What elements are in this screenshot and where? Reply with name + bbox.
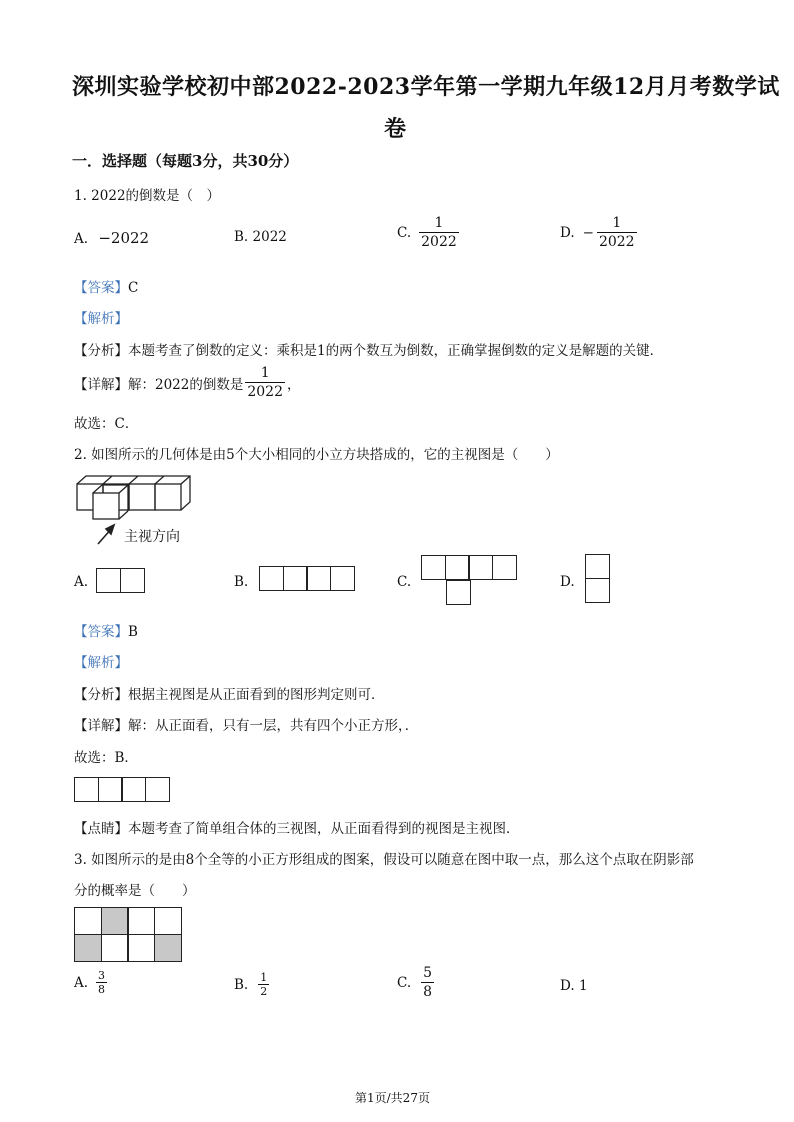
fraction — [421, 966, 434, 999]
shaded-square — [154, 934, 182, 962]
fenxi-text: 本题考查了倒数的定义：乘积是1的两个数互为倒数，正确掌握倒数的定义是解题的关键． — [128, 343, 664, 359]
square — [98, 777, 123, 802]
q2-option-b-label: B. — [234, 574, 249, 590]
detail-tag: 【详解】 — [74, 718, 128, 734]
square — [283, 566, 308, 591]
square — [585, 554, 610, 579]
square — [259, 566, 284, 591]
q1-option-c — [397, 216, 459, 249]
q2-solid-figure — [72, 472, 212, 552]
q2-answer — [74, 620, 138, 640]
answer-value: B — [128, 624, 138, 640]
square — [585, 578, 610, 603]
section-heading: 一．选择题（每题3分，共30分） — [72, 152, 299, 170]
grid-row — [74, 934, 181, 962]
q1-option-a — [74, 229, 149, 247]
numerator: 1 — [260, 971, 268, 984]
page-title-continued: 卷 — [384, 116, 407, 142]
q2-option-a-figure — [96, 568, 143, 593]
square — [101, 934, 129, 962]
q2-option-c-label: C. — [397, 574, 412, 590]
q2-comment — [74, 817, 520, 837]
grid-row — [74, 907, 181, 935]
q1-answer — [74, 276, 138, 296]
square — [74, 907, 102, 935]
view-direction-arrow — [98, 525, 114, 544]
square — [421, 555, 446, 580]
denominator: 8 — [98, 983, 106, 996]
fraction — [419, 216, 459, 249]
square — [445, 555, 470, 580]
fraction — [245, 366, 285, 399]
square — [127, 934, 155, 962]
fraction — [597, 216, 637, 249]
q3-shaded-grid — [74, 907, 181, 962]
fenxi-tag: 【分析】 — [74, 687, 128, 703]
q2-fenxi — [74, 683, 385, 703]
option-label: B. — [234, 976, 249, 993]
denominator: 8 — [423, 984, 433, 1000]
option-label: A. — [74, 974, 89, 991]
fraction — [258, 972, 269, 997]
q3-option-a — [74, 970, 107, 995]
page-title: 深圳实验学校初中部2022-2023学年第一学期九年级12月月考数学试 — [72, 74, 780, 100]
denominator: 2022 — [421, 234, 457, 250]
question-3-stem-line2: 分的概率是（ ） — [74, 883, 196, 899]
q2-option-c-figure-top — [421, 555, 516, 580]
detail-tag: 【详解】 — [74, 376, 128, 393]
square — [492, 555, 517, 580]
q1-detail — [74, 366, 301, 399]
q2-option-a-label: A. — [74, 574, 89, 590]
square — [145, 777, 170, 802]
fenxi-tag: 【分析】 — [74, 343, 128, 359]
numerator: 1 — [260, 365, 270, 381]
q1-option-b — [234, 229, 287, 245]
numerator: 1 — [434, 215, 444, 231]
shaded-square — [101, 907, 129, 935]
q2-option-d-figure — [585, 554, 610, 603]
page-number: 第1页/共27页 — [355, 1091, 430, 1105]
fraction — [96, 970, 107, 995]
denominator: 2022 — [598, 234, 635, 250]
question-3-stem-line1: 3. 如图所示的是由8个全等的小正方形组成的图案，假设可以随意在图中取一点，那么这个点取在阴影部 — [74, 852, 694, 868]
detail-text: 解：从正面看，只有一层，共有四个小正方形，． — [128, 718, 419, 734]
detail-text-end: ， — [287, 376, 301, 393]
shaded-square — [74, 934, 102, 962]
square — [154, 907, 182, 935]
question-1-stem: 1. 2022的倒数是（ ） — [74, 188, 221, 204]
answer-tag: 【答案】 — [74, 624, 128, 640]
comment-tag: 【点睛】 — [74, 821, 128, 837]
q2-detail — [74, 714, 418, 734]
option-value: −2022 — [98, 229, 150, 247]
answer-value: C — [128, 280, 139, 296]
option-label: D. — [560, 224, 575, 241]
option-value: 1 — [578, 978, 588, 994]
q2-solution-figure — [74, 777, 169, 802]
square — [74, 777, 99, 802]
option-label: C. — [397, 974, 412, 991]
square — [121, 777, 146, 802]
q3-option-c — [397, 966, 434, 999]
q2-option-d-label: D. — [560, 574, 575, 590]
square — [330, 566, 355, 591]
comment-text: 本题考查了简单组合体的三视图，从正面看得到的视图是主视图． — [128, 821, 520, 837]
q3-option-d — [560, 978, 588, 994]
square — [468, 555, 493, 580]
square — [96, 568, 121, 593]
q2-option-b-figure — [259, 566, 354, 591]
minus-sign: − — [582, 224, 594, 241]
q2-conclusion: 故选：B． — [74, 750, 138, 766]
q1-analysis-tag: 【解析】 — [74, 311, 128, 327]
denominator: 2022 — [247, 384, 283, 400]
option-value: 2022 — [252, 229, 287, 245]
q1-conclusion: 故选：C． — [74, 416, 139, 432]
answer-tag: 【答案】 — [74, 280, 128, 296]
view-direction-label: 主视方向 — [124, 529, 180, 545]
option-label: A. — [74, 231, 89, 247]
fenxi-text: 根据主视图是从正面看到的图形判定则可． — [128, 687, 385, 703]
square — [306, 566, 331, 591]
option-label: B. — [234, 229, 249, 245]
numerator: 3 — [98, 969, 106, 982]
numerator: 5 — [423, 965, 433, 981]
square — [120, 568, 145, 593]
denominator: 2 — [260, 985, 268, 998]
numerator: 1 — [612, 215, 622, 231]
option-label: D. — [560, 978, 575, 994]
question-2-stem: 2. 如图所示的几何体是由5个大小相同的小立方块搭成的，它的主视图是（ ） — [74, 447, 559, 463]
q1-fenxi — [74, 339, 663, 359]
square — [127, 907, 155, 935]
q1-option-d — [560, 216, 637, 249]
detail-text: 解：2022的倒数是 — [128, 376, 244, 393]
square — [446, 580, 471, 605]
q2-analysis-tag: 【解析】 — [74, 655, 128, 671]
q2-option-c-figure-bottom — [446, 580, 470, 605]
q3-option-b — [234, 972, 269, 997]
option-label: C. — [397, 224, 412, 241]
